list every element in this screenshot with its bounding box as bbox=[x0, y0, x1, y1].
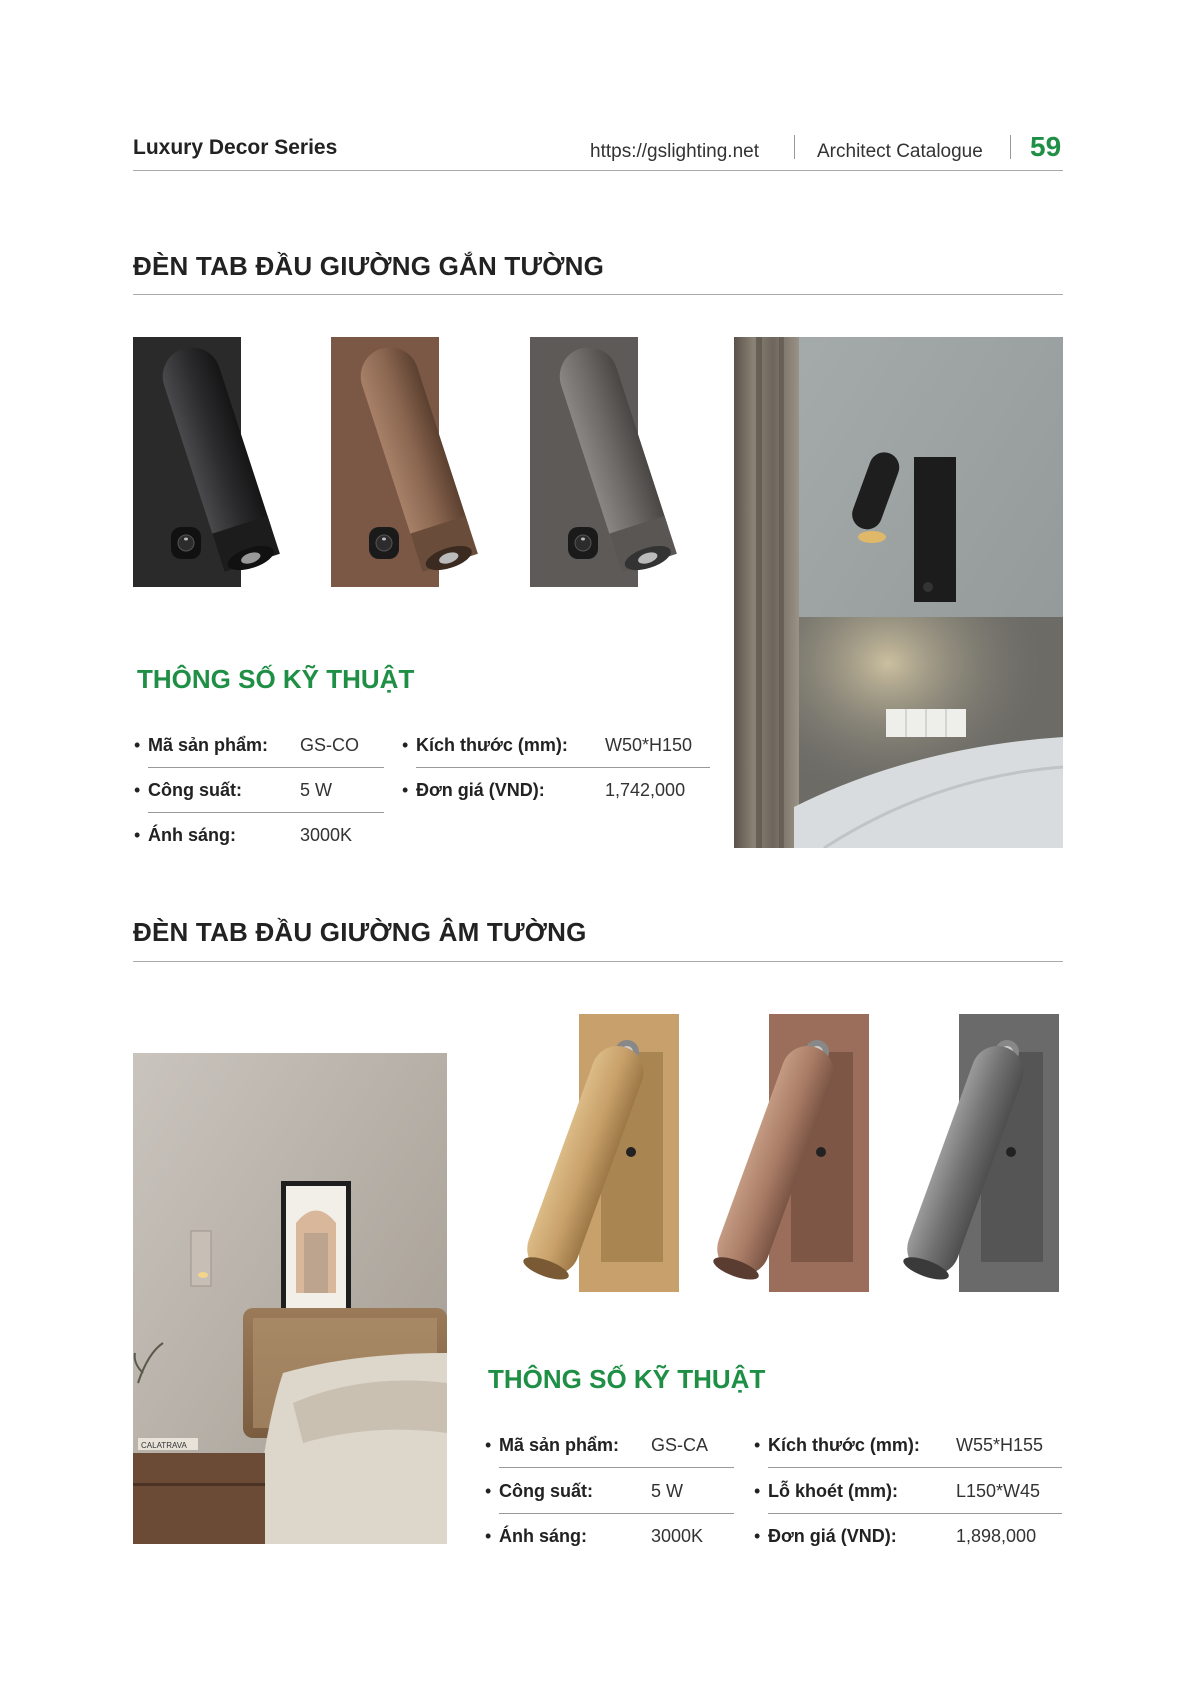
spec-label-product-code: • Mã sản phẩm: bbox=[134, 735, 268, 756]
section-rule bbox=[133, 294, 1063, 295]
page-number: 59 bbox=[1030, 131, 1062, 162]
website-link[interactable]: https://gslighting.net bbox=[590, 141, 759, 162]
catalogue-name: Architect Catalogue bbox=[817, 141, 983, 162]
spec-title: THÔNG SỐ KỸ THUẬT bbox=[137, 664, 415, 694]
spec-value-power: 5 W bbox=[651, 1481, 684, 1501]
room-photo-recessed bbox=[133, 1053, 447, 1544]
spec-label-dimensions: • Kích thước (mm): bbox=[402, 735, 568, 756]
header-divider bbox=[1010, 135, 1011, 159]
spec-value-dimensions: W55*H155 bbox=[956, 1435, 1044, 1455]
spec-label-light: • Ánh sáng: bbox=[485, 1526, 587, 1547]
product-image-rose-bronze bbox=[703, 1012, 873, 1292]
spec-rule bbox=[768, 1467, 1062, 1468]
header-divider bbox=[794, 135, 795, 159]
header-rule bbox=[133, 170, 1063, 171]
spec-rule bbox=[499, 1467, 734, 1468]
spec-label-power: • Công suất: bbox=[134, 780, 242, 801]
spec-value-price: 1,742,000 bbox=[605, 780, 686, 800]
spec-label-price: • Đơn giá (VND): bbox=[754, 1526, 897, 1547]
product-image-grey bbox=[530, 337, 698, 587]
spec-value-light: 3000K bbox=[300, 825, 353, 845]
section-title-recessed: ĐÈN TAB ĐẦU GIƯỜNG ÂM TƯỜNG bbox=[133, 917, 587, 947]
spec-rule bbox=[768, 1513, 1062, 1514]
spec-rule bbox=[148, 767, 384, 768]
product-image-bronze bbox=[331, 337, 499, 587]
section-rule bbox=[133, 961, 1063, 962]
series-title: Luxury Decor Series bbox=[133, 136, 338, 159]
product-image-black bbox=[133, 337, 301, 587]
spec-title: THÔNG SỐ KỸ THUẬT bbox=[488, 1364, 766, 1394]
spec-label-dimensions: • Kích thước (mm): bbox=[754, 1435, 920, 1456]
spec-value-product-code: GS-CO bbox=[300, 735, 360, 755]
spec-value-light: 3000K bbox=[651, 1526, 704, 1546]
section-title-surface-mounted: ĐÈN TAB ĐẦU GIƯỜNG GẮN TƯỜNG bbox=[133, 251, 605, 281]
spec-rule bbox=[416, 767, 710, 768]
product-image-grey-recessed bbox=[893, 1012, 1063, 1292]
spec-label-price: • Đơn giá (VND): bbox=[402, 780, 545, 801]
spec-rule bbox=[148, 812, 384, 813]
spec-label-light: • Ánh sáng: bbox=[134, 825, 236, 846]
book-spine-text: CALATRAVA bbox=[141, 1441, 187, 1450]
product-image-gold bbox=[513, 1012, 683, 1292]
spec-label-power: • Công suất: bbox=[485, 1481, 593, 1502]
spec-label-cutout: • Lỗ khoét (mm): bbox=[754, 1481, 898, 1502]
room-photo-surface bbox=[734, 337, 1063, 848]
spec-label-product-code: • Mã sản phẩm: bbox=[485, 1435, 619, 1456]
spec-value-price: 1,898,000 bbox=[956, 1526, 1037, 1546]
spec-value-power: 5 W bbox=[300, 780, 333, 800]
spec-rule bbox=[499, 1513, 734, 1514]
spec-value-dimensions: W50*H150 bbox=[605, 735, 693, 755]
spec-value-cutout: L150*W45 bbox=[956, 1481, 1041, 1501]
spec-value-product-code: GS-CA bbox=[651, 1435, 709, 1455]
